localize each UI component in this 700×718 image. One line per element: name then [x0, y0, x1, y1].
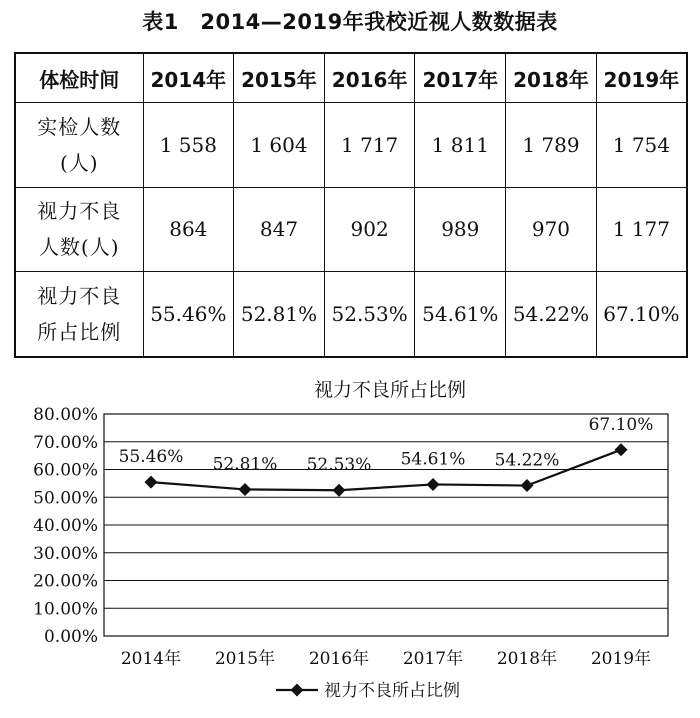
y-tick-label: 50.00% — [33, 488, 98, 509]
x-tick-label: 2018年 — [496, 649, 558, 669]
y-tick-label: 70.00% — [33, 432, 98, 453]
myopia-data-table — [14, 52, 688, 358]
table-cell: 52.81% — [234, 272, 325, 357]
y-tick-label: 40.00% — [33, 516, 98, 536]
data-label: 67.10% — [588, 414, 654, 435]
legend-label: 视力不良所占比例 — [324, 681, 460, 701]
row-label-line2: 所占比例 — [37, 320, 122, 345]
header-year-cell: 2019年 — [596, 53, 687, 103]
table-cell: 1 789 — [506, 103, 597, 188]
row-label-cell — [15, 272, 143, 357]
row-label-line2: 人数(人) — [38, 235, 120, 260]
data-point-marker — [239, 483, 252, 496]
x-tick-label: 2014年 — [120, 649, 182, 669]
table-row — [15, 103, 687, 188]
header-year-cell: 2016年 — [324, 53, 415, 103]
y-tick-label: 0.00% — [43, 627, 98, 647]
table-cell: 1 177 — [596, 187, 687, 272]
legend-marker — [291, 684, 304, 697]
x-tick-label: 2015年 — [214, 649, 276, 669]
data-point-marker — [521, 479, 534, 492]
header-year-cell: 2018年 — [506, 53, 597, 103]
table-cell: 902 — [324, 187, 415, 272]
y-tick-label: 60.00% — [33, 460, 98, 481]
data-point-marker — [333, 484, 346, 497]
data-label: 54.61% — [400, 449, 466, 470]
table-header-row — [15, 53, 687, 103]
table-cell: 52.53% — [324, 272, 415, 357]
table-cell: 970 — [506, 187, 597, 272]
row-label-line1: 视力不良 — [37, 199, 122, 224]
table-cell: 847 — [234, 187, 325, 272]
table-cell: 989 — [415, 187, 506, 272]
header-year-cell: 2017年 — [415, 53, 506, 103]
table-cell: 67.10% — [596, 272, 687, 357]
data-label: 52.81% — [212, 454, 278, 475]
row-label-line1: 视力不良 — [37, 284, 122, 309]
x-tick-label: 2019年 — [590, 649, 652, 669]
y-tick-label: 30.00% — [33, 543, 98, 564]
header-year-cell: 2015年 — [234, 53, 325, 103]
table-cell: 54.61% — [415, 272, 506, 357]
table-cell: 864 — [143, 187, 234, 272]
line-chart — [0, 368, 700, 718]
row-label-line1: 实检人数 — [37, 114, 122, 139]
data-label: 54.22% — [494, 450, 560, 471]
table-cell: 1 604 — [234, 103, 325, 188]
table-cell: 54.22% — [506, 272, 597, 357]
data-label: 55.46% — [118, 447, 184, 468]
table-caption: 表1 2014—2019年我校近视人数数据表 — [142, 10, 558, 34]
table-row — [15, 187, 687, 272]
table-cell: 55.46% — [143, 272, 234, 357]
data-label: 52.53% — [306, 455, 372, 476]
row-label-cell — [15, 187, 143, 272]
y-tick-label: 80.00% — [33, 405, 98, 425]
row-label-cell — [15, 103, 143, 188]
data-point-marker — [145, 476, 158, 489]
y-tick-label: 10.00% — [33, 599, 98, 620]
header-label-cell: 体检时间 — [15, 53, 143, 103]
x-tick-label: 2016年 — [308, 649, 370, 669]
chart-title: 视力不良所占比例 — [313, 379, 467, 401]
table-cell: 1 558 — [143, 103, 234, 188]
table-cell: 1 754 — [596, 103, 687, 188]
table-cell: 1 717 — [324, 103, 415, 188]
data-point-marker — [615, 443, 628, 456]
row-label-line2: (人) — [59, 150, 99, 175]
y-tick-label: 20.00% — [33, 571, 98, 592]
x-tick-label: 2017年 — [402, 649, 464, 669]
table-row — [15, 272, 687, 357]
data-point-marker — [427, 478, 440, 491]
table-cell: 1 811 — [415, 103, 506, 188]
header-year-cell: 2014年 — [143, 53, 234, 103]
